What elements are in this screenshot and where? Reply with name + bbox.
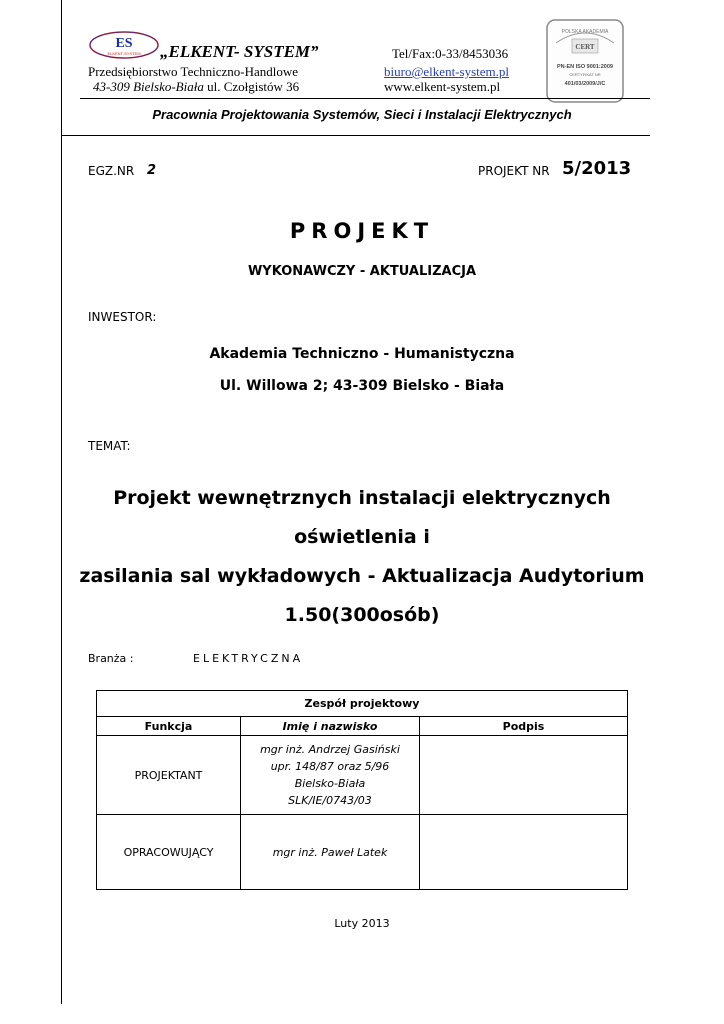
col-header-name: Imię i nazwisko — [241, 717, 420, 736]
topic-line-3: 1.50(300osób) — [284, 604, 440, 626]
left-margin-line — [61, 0, 62, 1004]
row-function: OPRACOWUJĄCY — [97, 815, 241, 890]
cert-standard: PN-EN ISO 9001:2009 — [557, 64, 613, 70]
topic-label: TEMAT: — [88, 439, 131, 453]
row-name — [241, 736, 420, 815]
name-line: mgr inż. Andrzej Gasiński — [260, 743, 400, 756]
branch-value: ELEKTRYCZNA — [193, 652, 304, 665]
website: www.elkent-system.pl — [384, 79, 501, 94]
egz-label: EGZ.NR — [88, 164, 135, 178]
projekt-label: PROJEKT NR — [478, 164, 550, 178]
company-logo — [88, 30, 160, 60]
investor-address: Ul. Willowa 2; 43-309 Bielsko - Biała — [219, 378, 505, 394]
row-function: PROJEKTANT — [97, 736, 241, 815]
address-street: ul. Czołgistów 36 — [207, 79, 300, 94]
row-name — [241, 815, 420, 890]
investor-name: Akademia Techniczno - Humanistyczna — [209, 346, 515, 362]
header-rule-bottom — [62, 135, 650, 136]
name-line: Bielsko-Biała — [294, 777, 366, 790]
team-table — [96, 690, 628, 890]
page-title: PROJEKT — [289, 219, 435, 243]
table-row — [97, 736, 628, 815]
logo-mark-text: ES — [115, 36, 133, 51]
company-type: Przedsiębiorstwo Techniczno-Handlowe — [88, 64, 299, 79]
cert-label: CERTYFIKAT NR — [569, 72, 601, 77]
topic-line-1: Projekt wewnętrznych instalacji elektrycznych oświetlenia i — [113, 487, 611, 548]
logo-subtext: ELKENT-SYSTEM — [107, 51, 141, 56]
cert-top-text: POLSKA AKADEMIA — [561, 29, 609, 35]
header-rule-top — [80, 98, 650, 99]
address-city: 43-309 Bielsko-Biała — [93, 79, 204, 94]
team-title: Zespół projektowy — [97, 691, 628, 717]
document-date: Luty 2013 — [334, 917, 390, 930]
branch-label: Branża : — [88, 652, 134, 665]
telfax: Tel/Fax:0-33/8453036 — [392, 46, 509, 61]
name-line: mgr inż. Paweł Latek — [272, 845, 388, 859]
email-link[interactable]: biuro@elkent-system.pl — [384, 64, 509, 79]
cert-mark-text: CERT — [575, 43, 595, 51]
col-header-function: Funkcja — [97, 717, 241, 736]
investor-label: INWESTOR: — [88, 310, 157, 324]
name-line: upr. 148/87 oraz 5/96 — [270, 760, 390, 773]
topic-text — [70, 479, 654, 635]
company-address — [93, 79, 299, 95]
projekt-number: 5/2013 — [562, 158, 632, 179]
col-header-signature: Podpis — [420, 717, 628, 736]
egz-number: 2 — [147, 163, 157, 178]
table-row — [97, 815, 628, 890]
signature-cell — [420, 815, 628, 890]
page-subtitle: WYKONAWCZY - AKTUALIZACJA — [247, 264, 477, 279]
certification-badge — [546, 19, 624, 103]
cert-number: 401/03/2009/J/C — [564, 81, 606, 87]
tagline: Pracownia Projektowania Systemów, Sieci i Instalacji Elektrycznych — [152, 107, 572, 122]
name-line: SLK/IE/0743/03 — [288, 794, 372, 807]
topic-line-2: zasilania sal wykładowych - Aktualizacja Audytorium — [79, 565, 645, 587]
signature-cell — [420, 736, 628, 815]
company-name: „ELKENT- SYSTEM” — [160, 42, 319, 61]
